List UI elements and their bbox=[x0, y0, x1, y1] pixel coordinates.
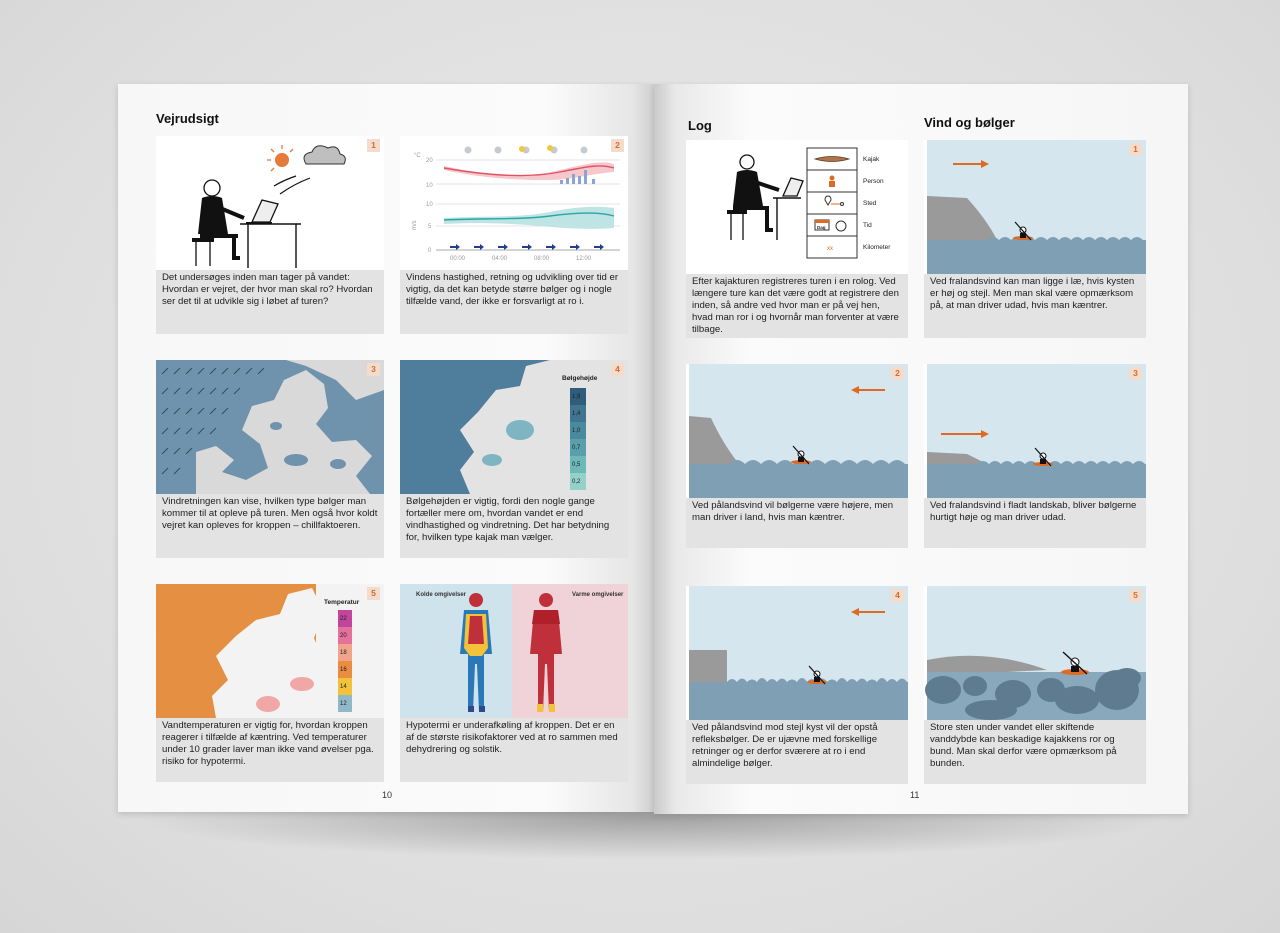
wind-tick: 5 bbox=[428, 224, 432, 230]
panel-number: 4 bbox=[611, 363, 624, 376]
wave-legend-value: 0,2 bbox=[572, 479, 581, 485]
wave-legend-value: 1,9 bbox=[572, 394, 581, 400]
log-illustration bbox=[686, 140, 908, 274]
left-page bbox=[118, 84, 654, 812]
panel-caption: Ved pålandsvind vil bølgerne være højere, men man driver i land, hvis man kæntrer. bbox=[692, 500, 894, 523]
rocks-illustration bbox=[924, 586, 1146, 720]
panel-number: 1 bbox=[1129, 143, 1142, 156]
panel-number: 5 bbox=[367, 587, 380, 600]
panel-caption: Bølgehøjden er vigtig, fordi den nogle gange fortæller mere om, hvordan vandet er end vindhastighed og vindretning. Det har betydning for, hvilken type kajak man vælger. bbox=[406, 496, 610, 543]
log-item-label: Kajak bbox=[863, 156, 880, 163]
panel-water-temperature bbox=[156, 584, 384, 782]
label-cold: Kolde omgivelser bbox=[416, 592, 467, 598]
wind-tick: 0 bbox=[428, 248, 432, 254]
page-number-left: 10 bbox=[382, 790, 393, 800]
calendar-label: Dag bbox=[817, 225, 826, 230]
panel-caption: Store sten under vandet eller skiftende vanddybde kan beskadige kajakkens ror og bund. Man skal derfor være opmærksom på bunden. bbox=[930, 722, 1117, 769]
onshore-illustration bbox=[686, 364, 908, 498]
log-item-label: Tid bbox=[863, 222, 872, 229]
reflection-waves-illustration bbox=[686, 586, 908, 720]
temp-legend-title: Temperatur bbox=[324, 599, 360, 606]
person-laptop-illustration bbox=[156, 136, 384, 270]
wave-legend-value: 1,4 bbox=[572, 411, 581, 417]
panel-number: 4 bbox=[891, 589, 904, 602]
wave-legend-value: 0,5 bbox=[572, 462, 581, 468]
panel-offshore-steep bbox=[924, 140, 1146, 338]
label-warm: Varme omgivelser bbox=[572, 592, 624, 598]
heading-log: Log bbox=[688, 118, 712, 133]
panel-rocks bbox=[924, 586, 1146, 784]
km-placeholder: xx bbox=[827, 246, 833, 252]
panel-wind-direction bbox=[156, 360, 384, 558]
temp-legend-value: 12 bbox=[340, 701, 347, 707]
panel-log bbox=[686, 140, 908, 338]
wave-legend-title: Bølgehøjde bbox=[562, 375, 598, 382]
panel-number: 3 bbox=[367, 363, 380, 376]
page-number-right: 11 bbox=[910, 790, 920, 800]
panel-reflection-waves bbox=[686, 586, 908, 784]
panel-caption: Vindens hastighed, retning og udvikling over tid er vigtig, da det kan betyde større bølger og i nogle tilfælde vand, der ikke er forsvarligt at ro i. bbox=[406, 272, 619, 307]
panel-onshore bbox=[686, 364, 908, 548]
panel-caption: Ved fralandsvind kan man ligge i læ, hvis kysten er høj og stejl. Men man skal være opmærksom på, at man driver udad, hvis man kæntrer. bbox=[930, 276, 1135, 311]
wave-legend-value: 1,0 bbox=[572, 428, 581, 434]
panel-offshore-flat bbox=[924, 364, 1146, 548]
temp-tick: 20 bbox=[426, 158, 433, 164]
log-item-label: Kilometer bbox=[863, 244, 891, 251]
log-item-label: Sted bbox=[863, 200, 877, 207]
panel-weather-check bbox=[156, 136, 384, 334]
temp-legend-value: 18 bbox=[340, 650, 347, 656]
wind-unit: m/s bbox=[412, 220, 418, 230]
temp-unit: °C bbox=[414, 153, 421, 159]
temp-legend-value: 20 bbox=[340, 633, 347, 639]
panel-caption: Efter kajakturen registreres turen i en rolog. Ved længere ture kan det være godt at registrere den inden, så andre ved hvor man er på vej hen, hvad man ror i og hvornår man forventer at være tilbage. bbox=[692, 276, 899, 335]
heading-vejrudsigt: Vejrudsigt bbox=[156, 111, 219, 126]
log-item-label: Person bbox=[863, 178, 884, 185]
panel-caption: Vandtemperaturen er vigtig for, hvordan kroppen reagerer i tilfælde af kæntring. Ved temperaturer under 10 grader laver man ikke vand øvelser pga. risiko for hypotermi. bbox=[162, 720, 374, 767]
panel-number: 5 bbox=[1129, 589, 1142, 602]
time-label: 08:00 bbox=[534, 256, 550, 262]
forecast-chart-illustration bbox=[400, 136, 628, 270]
panel-number: 2 bbox=[891, 367, 904, 380]
panel-caption: Det undersøges inden man tager på vandet: Hvordan er vejret, der hvor man skal ro? Hvordan ser det til at udvikle sig i løbet af turen? bbox=[162, 272, 373, 307]
time-label: 00:00 bbox=[450, 256, 466, 262]
wave-height-map bbox=[400, 360, 628, 494]
offshore-flat-illustration bbox=[924, 364, 1146, 498]
panel-number: 3 bbox=[1129, 367, 1142, 380]
right-page bbox=[654, 84, 1188, 814]
wind-tick: 10 bbox=[426, 202, 433, 208]
wind-direction-map bbox=[156, 360, 384, 494]
temp-legend-value: 16 bbox=[340, 667, 347, 673]
panel-caption: Hypotermi er underafkøling af kroppen. Det er en af de største risikofaktorer ved at ro sammen med dehydrering og solstik. bbox=[406, 720, 618, 755]
wave-legend-value: 0,7 bbox=[572, 445, 581, 451]
temp-legend-value: 14 bbox=[340, 684, 347, 690]
body-temperature-illustration bbox=[400, 584, 628, 718]
panel-hypothermia bbox=[400, 584, 628, 782]
panel-caption: Ved fralandsvind i fladt landskab, bliver bølgerne hurtigt høje og man driver udad. bbox=[930, 500, 1137, 523]
temp-legend-value: 22 bbox=[340, 616, 347, 622]
heading-vind-og-boelger: Vind og bølger bbox=[924, 115, 1015, 130]
temp-tick: 10 bbox=[426, 183, 433, 189]
time-label: 12:00 bbox=[576, 256, 592, 262]
panel-number: 1 bbox=[367, 139, 380, 152]
panel-caption: Vindretningen kan vise, hvilken type bølger man kommer til at opleve på turen. Men også hvor koldt vejret kan opleves for kroppen – chillfaktoeren. bbox=[162, 496, 378, 531]
panel-wave-height bbox=[400, 360, 628, 558]
offshore-steep-illustration bbox=[924, 140, 1146, 274]
panel-number: 2 bbox=[611, 139, 624, 152]
panel-caption: Ved pålandsvind mod stejl kyst vil der opstå refleksbølger. De er ujævne med forskellige retninger og er derfor sværere at ro i end almindelige bølger. bbox=[692, 722, 878, 769]
water-temperature-map bbox=[156, 584, 384, 718]
time-label: 04:00 bbox=[492, 256, 508, 262]
panel-wind-forecast bbox=[400, 136, 628, 334]
